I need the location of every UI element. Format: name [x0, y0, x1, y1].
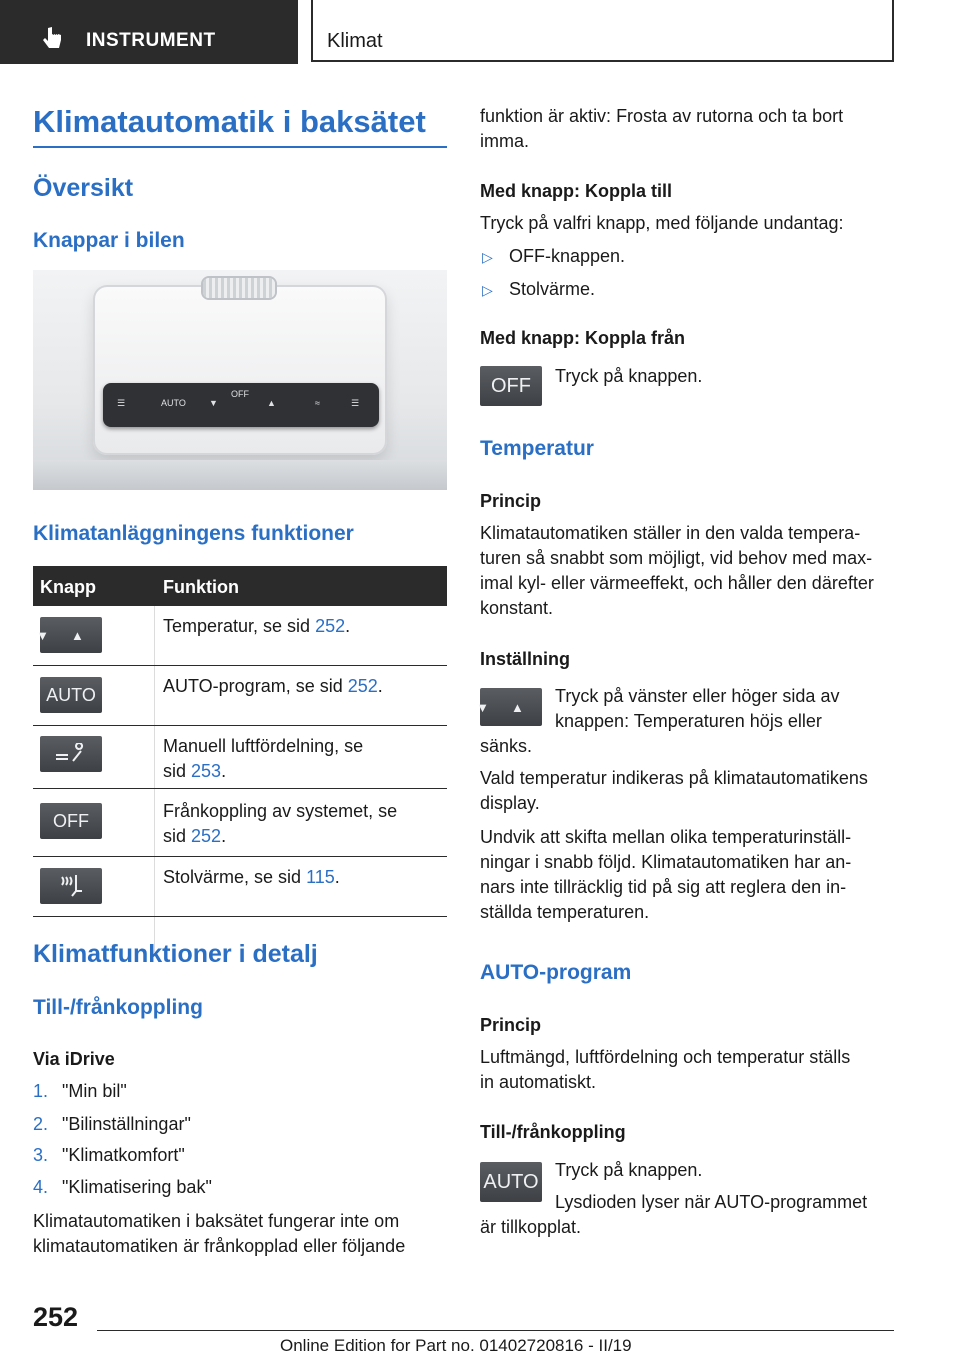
- table-row: [33, 666, 447, 726]
- title-underline: [33, 146, 447, 148]
- paragraph-continued: funktion är aktiv: Frosta av rutorna och ta bort imma.: [480, 106, 844, 151]
- heading-till-fran: Till-/frånkoppling: [33, 996, 203, 1019]
- table-row: [33, 726, 447, 789]
- heading-princip: Princip: [480, 1015, 542, 1035]
- row-text: Frånkoppling av systemet, se sid 252.: [163, 801, 398, 846]
- paragraph: Tryck på vänster eller höger sida av knappen: Temperaturen höjs eller: [555, 686, 840, 731]
- heading-detalj: Klimatfunktioner i detalj: [33, 940, 318, 968]
- page-link[interactable]: 252: [315, 616, 346, 636]
- photo-off-label: OFF: [231, 389, 249, 399]
- page-title: Klimatautomatik i baksätet: [33, 104, 426, 139]
- bullet-triangle-icon: ▷: [482, 249, 493, 265]
- page-link[interactable]: 253: [191, 761, 222, 781]
- heading-installning: Inställning: [480, 649, 570, 669]
- temperature-updown-icon: ▼▲: [40, 617, 102, 653]
- heading-princip: Princip: [480, 491, 542, 511]
- paragraph: Klimatautomatiken ställer in den valda tempera- turen så snabbt som möjligt, vid behov med max- imal kyl- eller värmeeffekt, och håller den därefter konstant.: [480, 523, 874, 618]
- auto-icon: AUTO: [40, 677, 102, 713]
- off-icon: OFF: [480, 366, 542, 406]
- heading-till-fran: Till-/frånkoppling: [480, 1122, 626, 1142]
- paragraph: Lysdioden lyser när AUTO-programmet: [555, 1192, 868, 1212]
- chapter-tab: [311, 0, 894, 62]
- heading-koppla-fran: Med knapp: Koppla från: [480, 328, 686, 348]
- col-knapp: Knapp: [40, 577, 96, 597]
- footer-rule: [97, 1330, 894, 1331]
- air-distribution-icon: [40, 736, 102, 772]
- heading-temperatur: Temperatur: [480, 437, 594, 460]
- table-row: [33, 789, 447, 857]
- table-row: [33, 857, 447, 917]
- section-label: INSTRUMENT: [86, 30, 216, 51]
- step-number: 1.: [33, 1081, 49, 1101]
- photo-airflow-icon: ≈: [315, 398, 320, 408]
- footer-edition: Online Edition for Part no. 01402720816 - II/19: [280, 1336, 632, 1355]
- paragraph: Vald temperatur indikeras på klimatautomatikens display.: [480, 768, 868, 813]
- heading-idrive: Via iDrive: [33, 1049, 115, 1069]
- step-text: "Bilinställningar": [62, 1114, 191, 1134]
- heading-koppla-till: Med knapp: Koppla till: [480, 181, 672, 201]
- photo-recess: [93, 285, 387, 455]
- row-text: AUTO-program, se sid 252.: [163, 676, 383, 696]
- photo-reading-light: [203, 278, 275, 298]
- step-number: 4.: [33, 1177, 49, 1197]
- photo-auto-label: AUTO: [161, 398, 186, 408]
- chapter-label: Klimat: [327, 30, 383, 52]
- function-table: [33, 566, 447, 917]
- page-link[interactable]: 115: [306, 867, 335, 887]
- paragraph: Tryck på knappen.: [555, 366, 703, 386]
- auto-icon: AUTO: [480, 1162, 542, 1202]
- step-text: "Klimatisering bak": [62, 1177, 212, 1197]
- row-text: Temperatur, se sid 252.: [163, 616, 351, 636]
- bullet-triangle-icon: ▷: [482, 282, 493, 298]
- step-number: 2.: [33, 1114, 49, 1134]
- off-icon: OFF: [40, 803, 102, 839]
- seat-heating-icon: [40, 868, 102, 904]
- panel-photo: [33, 270, 447, 490]
- paragraph: Tryck på valfri knapp, med följande undantag:: [480, 213, 844, 233]
- paragraph: Undvik att skifta mellan olika temperaturinställ- ningar i snabb följd. Klimatautomatiken har an- nars inte tillräcklig tid på sig att reglera den in- ställda temperaturen.: [480, 827, 852, 922]
- heading-funktioner: Klimatanläggningens funktioner: [33, 522, 354, 545]
- paragraph: Klimatautomatiken i baksätet fungerar inte om klimatautomatiken är frånkopplad eller följande: [33, 1211, 406, 1256]
- row-text: Stolvärme, se sid 115.: [163, 867, 340, 887]
- paragraph: är tillkopplat.: [480, 1217, 582, 1237]
- heading-oversikt: Översikt: [33, 174, 134, 202]
- heading-knappar: Knappar i bilen: [33, 229, 185, 252]
- table-header: [33, 566, 447, 606]
- page-number: 252: [33, 1302, 79, 1332]
- photo-control-panel: [103, 383, 379, 427]
- heading-auto-program: AUTO-program: [480, 961, 632, 984]
- photo-seat-heat-left-icon: ☰: [117, 398, 126, 408]
- paragraph: Luftmängd, luftfördelning och temperatur ställs in automatiskt.: [480, 1047, 851, 1092]
- paragraph: sänks.: [480, 736, 533, 756]
- page-link[interactable]: 252: [191, 826, 222, 846]
- section-tab: [0, 0, 298, 64]
- photo-floor: [33, 460, 447, 490]
- hand-pointer-icon: [40, 26, 66, 52]
- col-funktion: Funktion: [163, 577, 239, 597]
- page-link[interactable]: 252: [347, 676, 378, 696]
- bullet-text: OFF-knappen.: [509, 246, 626, 266]
- table-row: [33, 606, 447, 666]
- step-text: "Min bil": [62, 1081, 127, 1101]
- row-text: Manuell luftfördelning, se sid 253.: [163, 736, 364, 781]
- paragraph: Tryck på knappen.: [555, 1160, 703, 1180]
- photo-seat-heat-right-icon: ☰: [351, 398, 360, 408]
- photo-down-icon: ▼: [209, 398, 218, 408]
- step-number: 3.: [33, 1145, 49, 1165]
- bullet-text: Stolvärme.: [509, 279, 596, 299]
- temperature-updown-icon: ▼▲: [480, 688, 542, 726]
- photo-up-icon: ▲: [267, 398, 276, 408]
- step-text: "Klimatkomfort": [62, 1145, 185, 1165]
